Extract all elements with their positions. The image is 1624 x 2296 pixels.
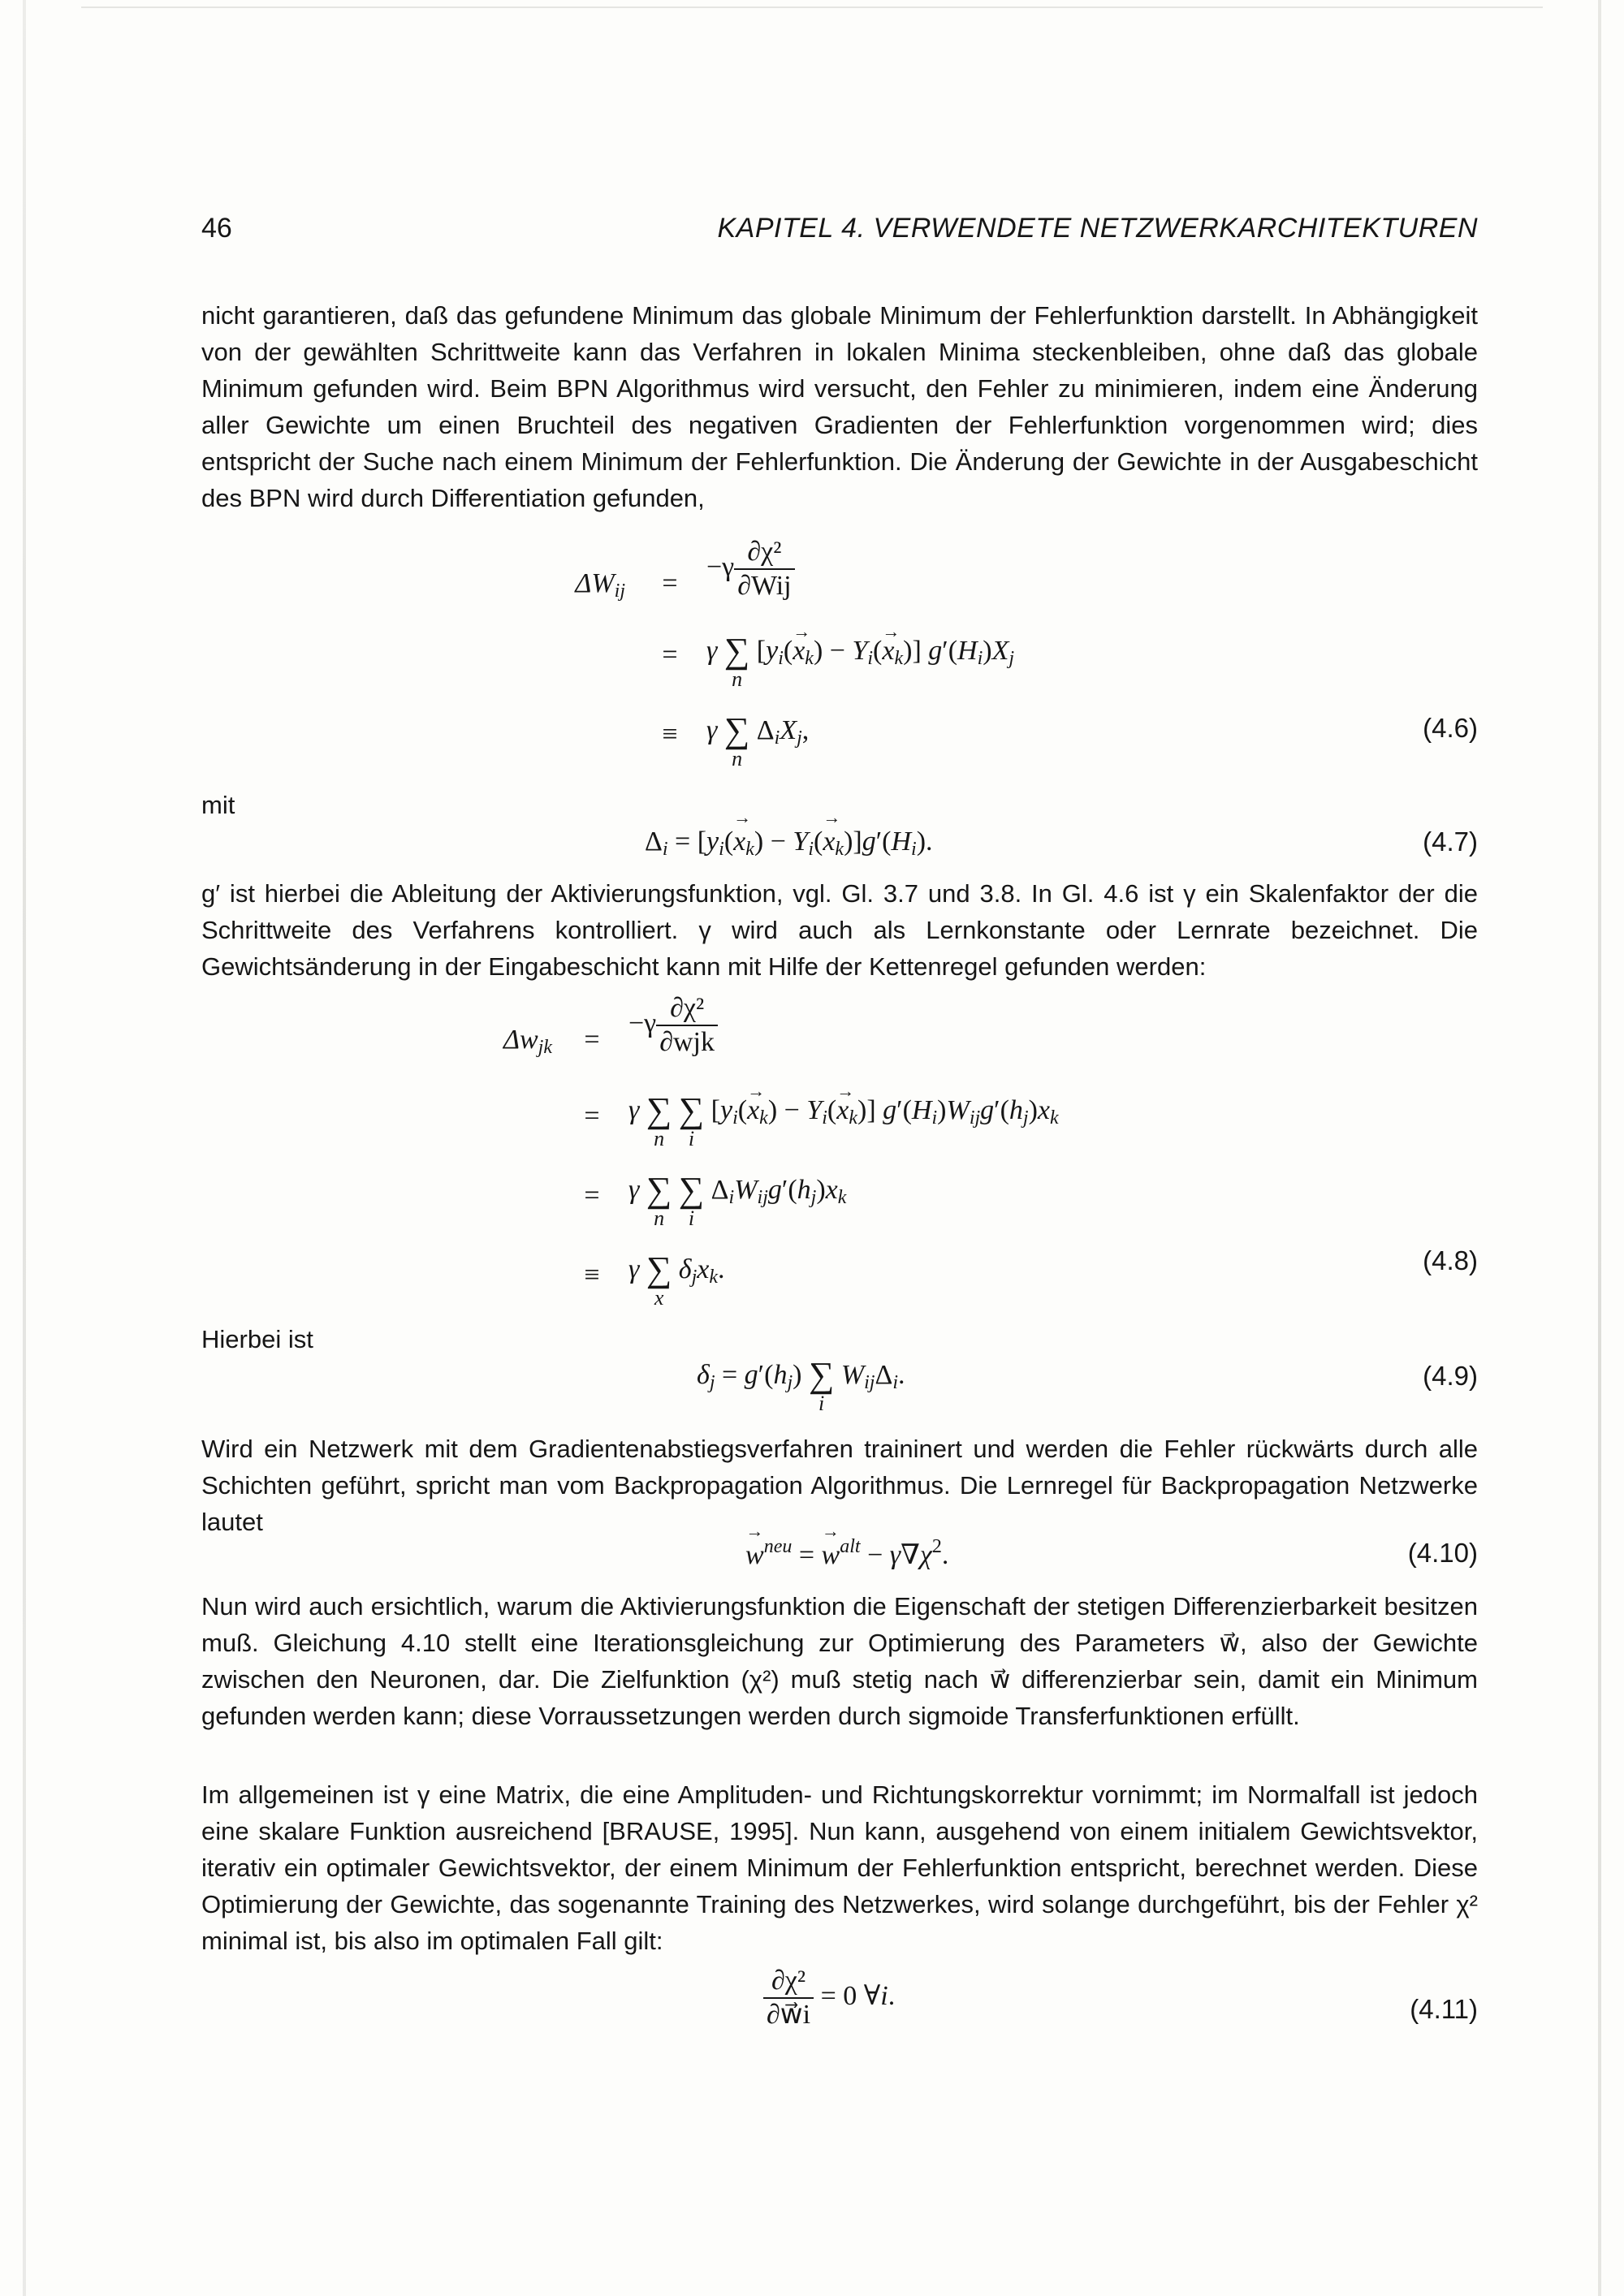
eq48-rel-3: = (584, 1180, 600, 1211)
eq-number-4-8: (4.8) (1423, 1245, 1478, 1275)
sum-index: n (732, 667, 743, 691)
gamma: γ (706, 636, 718, 666)
scan-edge-right (1598, 0, 1601, 2296)
sum-index: i (818, 1392, 825, 1415)
paragraph-5: Im allgemeinen ist γ eine Matrix, die eine Amplituden- und Richtungskorrektur vornimmt; im Normalfall ist jedoch eine skalare Funktion ausreichend [BRAUSE, 1995]. Nun kann, ausgehend von einem initialem Gewichtsvektor, iterativ ein optimaler Gewichtsvektor, der einem Minimum der Fehlerfunktion entspricht, berechnet werden. Diese Optimierung der Gewichte, das sogenannte Training des Netzwerkes, wird solange durchgeführt, bis der Fehler χ² minimal ist, bis also im optimalen Fall gilt: (201, 1780, 1478, 1955)
eq46-rel-1: = (662, 568, 678, 598)
sum-symbol: ∑ (678, 1170, 705, 1210)
gamma: γ (628, 1095, 640, 1125)
equation-4-10: → $w^{neu}$ = → $w^{alt} - \gamma\nabla\chi^2$. (745, 1536, 948, 1571)
eq48-lhs: $\Delta w_{jk}$ (503, 1025, 552, 1058)
sum-symbol: ∑ (646, 1090, 672, 1130)
fraction-denominator: ∂Wij (734, 568, 794, 602)
eq48-rhs-3: γ ∑ n ∑ i $\Delta_iW_{ij}g'(h_j)x_k$ (628, 1170, 847, 1230)
eq-number-4-11: (4.11) (1410, 1994, 1478, 2024)
eq-number-4-6: (4.6) (1423, 713, 1478, 743)
eq48-rel-1: = (584, 1025, 600, 1055)
gamma: γ (706, 715, 718, 745)
paragraph-1: nicht garantieren, daß das gefundene Minimum das globale Minimum der Fehlerfunktion darstellt. In Abhängigkeit von der gewählten Schrittweite kann das Verfahren in lokalen Minima steckenbleiben, ohne daß das globale Minimum gefunden wird. Beim BPN Algorithmus wird versucht, den Fehler zu minimieren, indem eine Änderung aller Gewichte um einen Bruchteil des negativen Gradienten der Fehlerfunktion vorgenommen wird; dies entspricht der Suche nach einem Minimum der Fehlerfunktion. Die Änderung der Gewichte in der Ausgabeschicht des BPN wird durch Differentiation gefunden, (201, 301, 1478, 512)
fraction (763, 1965, 814, 2031)
sum-over-i (678, 1090, 705, 1150)
sum-over-i (809, 1357, 834, 1414)
equation-4-9: $\delta_j = g'(h_j)$ ∑ i $W_{ij}\Delta_i$. (697, 1355, 905, 1415)
sum-over-i (679, 1172, 704, 1229)
sum-symbol: ∑ (723, 631, 750, 671)
equation-4-11: $\frac{\text{∂χ²}}{\partial w⃗i}$ = 0 ∀i. (763, 1965, 895, 2031)
sum-symbol: ∑ (808, 1355, 835, 1395)
sum-index: n (654, 1127, 665, 1150)
sum-symbol: ∑ (678, 1090, 705, 1130)
gamma: γ (628, 1175, 640, 1205)
fraction-numerator: ∂χ² (747, 537, 782, 567)
eq-number-4-7: (4.7) (1423, 826, 1478, 857)
paragraph-3: Wird ein Netzwerk mit dem Gradientenabstiegsverfahren traininert und werden die Fehler rückwärts durch alle Schichten geführt, spricht man vom Backpropagation Algorithmus. Die Lernregel für Backpropagation Netzwerke lautet (201, 1435, 1478, 1536)
sum-symbol: ∑ (723, 710, 750, 750)
sum-over-n (646, 1090, 672, 1150)
eq46-rhs-1 (706, 536, 795, 602)
paragraph-4: Nun wird auch ersichtlich, warum die Aktivierungsfunktion die Eigenschaft der stetigen Differenzierbarkeit besitzen muß. Gleichung 4.10 stellt eine Iterationsgleichung zur Optimierung des Parameters w⃗, also der Gewichte zwischen den Neuronen, dar. Die Zielfunktion (χ²) muß stetig nach w⃗ differenzierbar sein, damit ein Minimum gefunden werden kann; diese Vorraussetzungen werden durch sigmoide Transferfunktionen erfüllt. (201, 1592, 1478, 1730)
fraction-numerator: ∂χ² (670, 993, 705, 1023)
sum-index: i (688, 1206, 695, 1230)
eq48-rhs-4: γ ∑ x $\delta_jx_k$. (628, 1249, 725, 1310)
running-title: KAPITEL 4. VERWENDETE NETZWERKARCHITEKTUREN (717, 213, 1478, 244)
sum-symbol: ∑ (646, 1170, 672, 1210)
eq48-rel-4: ≡ (584, 1260, 600, 1290)
eq-number-4-10: (4.10) (1407, 1538, 1478, 1568)
minus-gamma: −γ (706, 551, 735, 582)
equation-4-7: $\Delta_i = [y_i(\to x_k) - Y_i(\to x_k)]g'(H_i)$. (645, 826, 933, 861)
eq46-lhs: $\Delta W_{ij}$ (575, 568, 625, 602)
eq46-rel-3: ≡ (662, 719, 678, 749)
eq46-rel-2: = (662, 640, 678, 670)
sum-index: n (654, 1206, 665, 1230)
fraction-denominator: ∂w⃗i (763, 1997, 814, 2031)
eq48-rel-2: = (584, 1101, 600, 1131)
scan-edge-left (23, 0, 26, 2296)
eq48-rhs-2: γ ∑ n ∑ i $[y_i(\to x_k) - Y_i(\to x_k)]$ $g'(H_i)W_{ij}g'(h_j)x_k$ (628, 1093, 1059, 1150)
sum-symbol: ∑ (646, 1249, 672, 1289)
fraction-numerator: ∂χ² (771, 1966, 806, 1996)
sum-over-n (646, 1172, 672, 1229)
gamma: γ (628, 1254, 640, 1284)
paragraph-2: g′ ist hierbei die Ableitung der Aktivierungsfunktion, vgl. Gl. 3.7 und 3.8. In Gl. 4.6 ist γ ein Skalenfaktor der die Schrittweite des Verfahrens kontrolliert. γ wird auch als Lernkonstante oder Lernrate bezeichnet. Die Gewichtsänderung in der Eingabeschicht kann mit Hilfe der Kettenregel gefunden werden: (201, 879, 1478, 981)
sum-over-x (646, 1249, 672, 1310)
sum-index: i (688, 1127, 695, 1150)
eq-number-4-9: (4.9) (1423, 1361, 1478, 1391)
sum-index: n (732, 747, 743, 770)
eq46-rhs-2: γ ∑ n $[y_i(\to x_k) - Y_i(\to x_k)]$ $g'(H_i)X_j$ (706, 633, 1014, 690)
page-number: 46 (201, 213, 232, 244)
minus-gamma: −γ (628, 1008, 657, 1038)
scan-top-rule (81, 6, 1543, 8)
label-mit: mit (201, 791, 235, 819)
page-header (201, 213, 1478, 245)
eq46-rhs-3: γ ∑ n $\Delta_iX_j$, (706, 710, 810, 770)
sum-over-n (723, 710, 750, 770)
fraction-denominator: ∂wjk (656, 1025, 718, 1059)
eq48-rhs-1 (628, 992, 718, 1059)
sum-index: x (654, 1286, 664, 1310)
fraction (734, 536, 794, 602)
label-hierbei: Hierbei ist (201, 1325, 313, 1353)
fraction (656, 992, 718, 1059)
sum-over-n (724, 633, 749, 690)
